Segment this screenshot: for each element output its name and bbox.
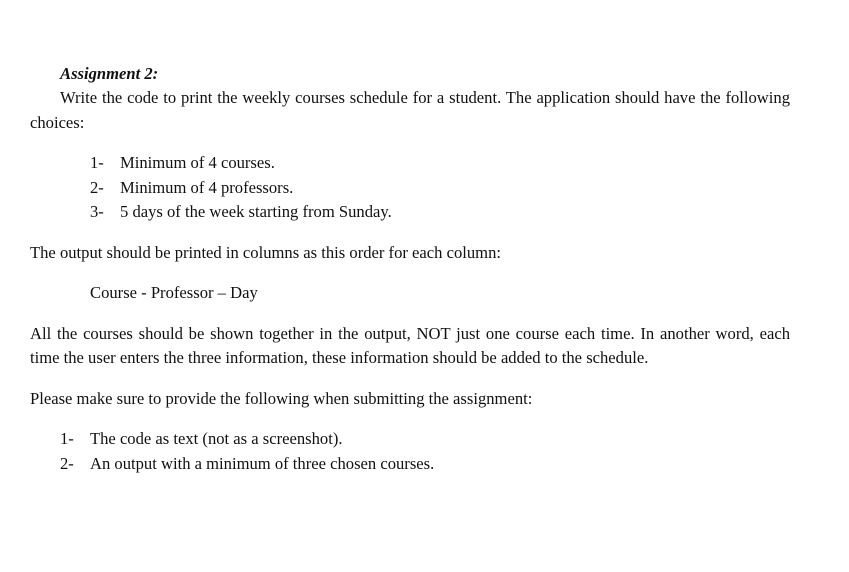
assignment-document [30,62,790,476]
list-item [90,151,790,176]
list-item [90,200,790,225]
choices-list [30,151,790,225]
list-item-number: 2- [60,453,74,473]
list-item [60,427,790,452]
list-item [90,176,790,201]
output-instructions: The output should be printed in columns as this order for each column: [30,242,501,262]
list-item-text: Minimum of 4 courses. [120,153,275,172]
list-item-number: 1- [60,429,74,448]
submission-instructions: Please make sure to provide the following when submitting the assignment: [30,388,533,408]
list-item-number: 2- [90,177,104,197]
output-explanation: All the courses should be shown together in the output, NOT just one course each time. In another word, each time the user enters the three information, these information should be added to the schedule. [30,323,790,367]
list-item-text: Minimum of 4 professors. [120,177,294,197]
assignment-title: Assignment 2: [60,64,159,83]
list-item-number: 1- [90,153,104,172]
list-item-text: The code as text (not as a screenshot). [90,429,343,448]
list-item-text: An output with a minimum of three chosen courses. [90,453,435,473]
list-item-text: 5 days of the week starting from Sunday. [120,202,392,221]
output-format-line: Course - Professor – Day [90,283,258,302]
submission-list [30,427,790,476]
list-item [60,452,790,477]
list-item-number: 3- [90,202,104,221]
assignment-intro: Write the code to print the weekly courses schedule for a student. The application should have the following choices: [30,88,790,132]
